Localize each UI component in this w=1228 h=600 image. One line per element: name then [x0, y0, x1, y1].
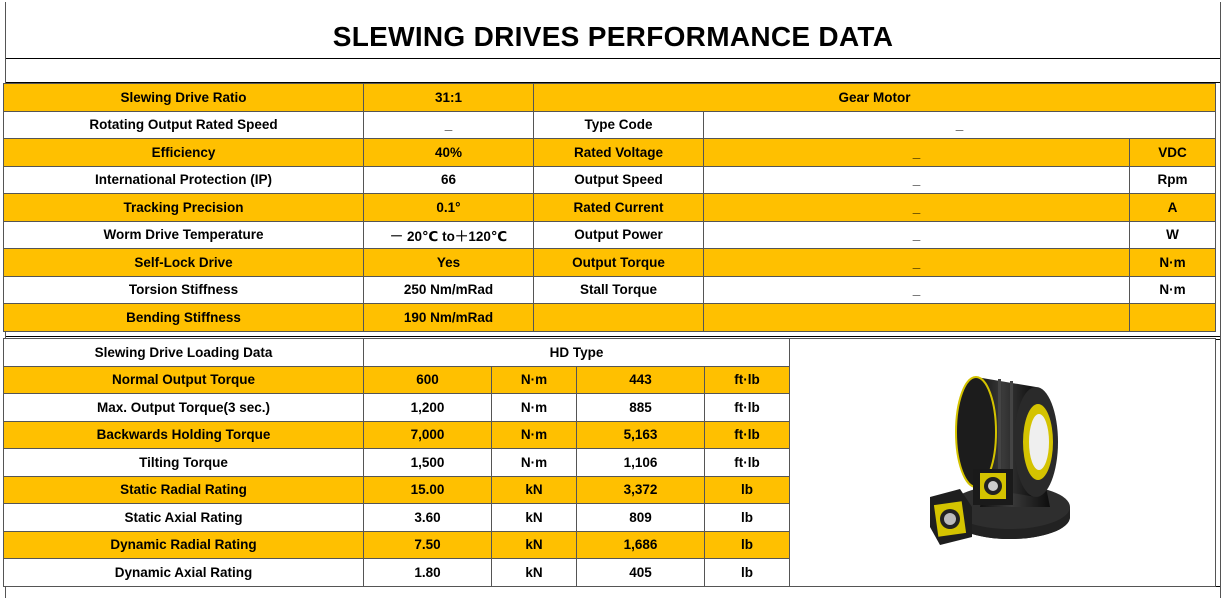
load-unit-imperial: lb — [705, 559, 790, 587]
table-row — [4, 139, 1216, 167]
load-unit-metric: kN — [492, 559, 577, 587]
spec-value: 31:1 — [364, 84, 534, 112]
load-value-metric: 7,000 — [364, 421, 492, 449]
load-unit-imperial: lb — [705, 531, 790, 559]
load-unit-imperial: lb — [705, 504, 790, 532]
spec-label: Efficiency — [4, 139, 364, 167]
motor-spec-unit: VDC — [1130, 139, 1216, 167]
motor-spec-value: _ — [704, 139, 1130, 167]
table-row — [4, 339, 1216, 367]
page-title: SLEWING DRIVES PERFORMANCE DATA — [332, 21, 894, 52]
load-value-imperial: 809 — [577, 504, 705, 532]
motor-spec-value: _ — [704, 276, 1130, 304]
empty-cell — [704, 304, 1130, 332]
motor-spec-label: Output Torque — [534, 249, 704, 277]
load-unit-metric: N·m — [492, 449, 577, 477]
load-value-imperial: 3,372 — [577, 476, 705, 504]
load-value-metric: 600 — [364, 366, 492, 394]
load-value-metric: 1.80 — [364, 559, 492, 587]
load-label: Static Radial Rating — [4, 476, 364, 504]
spec-value: 190 Nm/mRad — [364, 304, 534, 332]
load-value-imperial: 1,686 — [577, 531, 705, 559]
spec-label: Self-Lock Drive — [4, 249, 364, 277]
motor-spec-label: Rated Voltage — [534, 139, 704, 167]
spec-value: 250 Nm/mRad — [364, 276, 534, 304]
motor-spec-value: _ — [704, 221, 1130, 249]
spec-label: Worm Drive Temperature — [4, 221, 364, 249]
spec-label: Torsion Stiffness — [4, 276, 364, 304]
load-unit-imperial: ft·lb — [705, 366, 790, 394]
motor-spec-label: Rated Current — [534, 194, 704, 222]
motor-spec-unit: A — [1130, 194, 1216, 222]
load-value-metric: 7.50 — [364, 531, 492, 559]
table-row — [4, 111, 1216, 139]
table-row — [4, 304, 1216, 332]
loading-header: Slewing Drive Loading Data — [4, 339, 364, 367]
divider — [6, 336, 1220, 337]
spec-value: 40% — [364, 139, 534, 167]
load-unit-imperial: ft·lb — [705, 421, 790, 449]
spec-value: Yes — [364, 249, 534, 277]
spec-value: _ — [364, 111, 534, 139]
table-row — [4, 221, 1216, 249]
motor-spec-value: _ — [704, 166, 1130, 194]
spec-value: 0.1° — [364, 194, 534, 222]
load-value-metric: 15.00 — [364, 476, 492, 504]
product-image-cell — [790, 339, 1216, 587]
motor-spec-unit: W — [1130, 221, 1216, 249]
table-row — [4, 166, 1216, 194]
motor-spec-value: _ — [704, 194, 1130, 222]
table-row — [4, 194, 1216, 222]
type-label: HD Type — [364, 339, 790, 367]
load-unit-metric: N·m — [492, 394, 577, 422]
motor-spec-unit: N·m — [1130, 249, 1216, 277]
load-label: Static Axial Rating — [4, 504, 364, 532]
load-value-metric: 3.60 — [364, 504, 492, 532]
table-row — [4, 84, 1216, 112]
spec-label: Slewing Drive Ratio — [4, 84, 364, 112]
load-label: Normal Output Torque — [4, 366, 364, 394]
load-unit-metric: N·m — [492, 366, 577, 394]
empty-cell — [1130, 304, 1216, 332]
table-row — [4, 249, 1216, 277]
load-label: Max. Output Torque(3 sec.) — [4, 394, 364, 422]
load-unit-metric: kN — [492, 476, 577, 504]
load-label: Backwards Holding Torque — [4, 421, 364, 449]
gear-motor-title: Gear Motor — [534, 84, 1216, 112]
type-code-label: Type Code — [534, 111, 704, 139]
spec-value: 66 — [364, 166, 534, 194]
table-row — [4, 276, 1216, 304]
load-label: Dynamic Axial Rating — [4, 559, 364, 587]
load-value-imperial: 1,106 — [577, 449, 705, 477]
load-value-imperial: 443 — [577, 366, 705, 394]
motor-spec-unit: N·m — [1130, 276, 1216, 304]
empty-cell — [534, 304, 704, 332]
load-unit-metric: kN — [492, 531, 577, 559]
spec-label: Tracking Precision — [4, 194, 364, 222]
load-unit-imperial: ft·lb — [705, 394, 790, 422]
load-unit-imperial: lb — [705, 476, 790, 504]
load-value-imperial: 885 — [577, 394, 705, 422]
motor-spec-unit: Rpm — [1130, 166, 1216, 194]
load-label: Tilting Torque — [4, 449, 364, 477]
spec-label: Bending Stiffness — [4, 304, 364, 332]
slewing-drive-image — [918, 357, 1088, 567]
load-unit-metric: N·m — [492, 421, 577, 449]
motor-spec-label: Output Speed — [534, 166, 704, 194]
load-label: Dynamic Radial Rating — [4, 531, 364, 559]
performance-specs-table — [3, 83, 1216, 332]
load-value-metric: 1,500 — [364, 449, 492, 477]
spec-label: International Protection (IP) — [4, 166, 364, 194]
motor-spec-label: Output Power — [534, 221, 704, 249]
spec-value: － 20℃ to＋120℃ — [364, 221, 534, 249]
divider — [6, 58, 1220, 59]
load-value-imperial: 405 — [577, 559, 705, 587]
loading-data-table — [3, 338, 1216, 587]
motor-spec-label: Stall Torque — [534, 276, 704, 304]
type-code-value: _ — [704, 111, 1216, 139]
spec-label: Rotating Output Rated Speed — [4, 111, 364, 139]
motor-spec-value: _ — [704, 249, 1130, 277]
load-unit-imperial: ft·lb — [705, 449, 790, 477]
load-unit-metric: kN — [492, 504, 577, 532]
load-value-metric: 1,200 — [364, 394, 492, 422]
load-value-imperial: 5,163 — [577, 421, 705, 449]
